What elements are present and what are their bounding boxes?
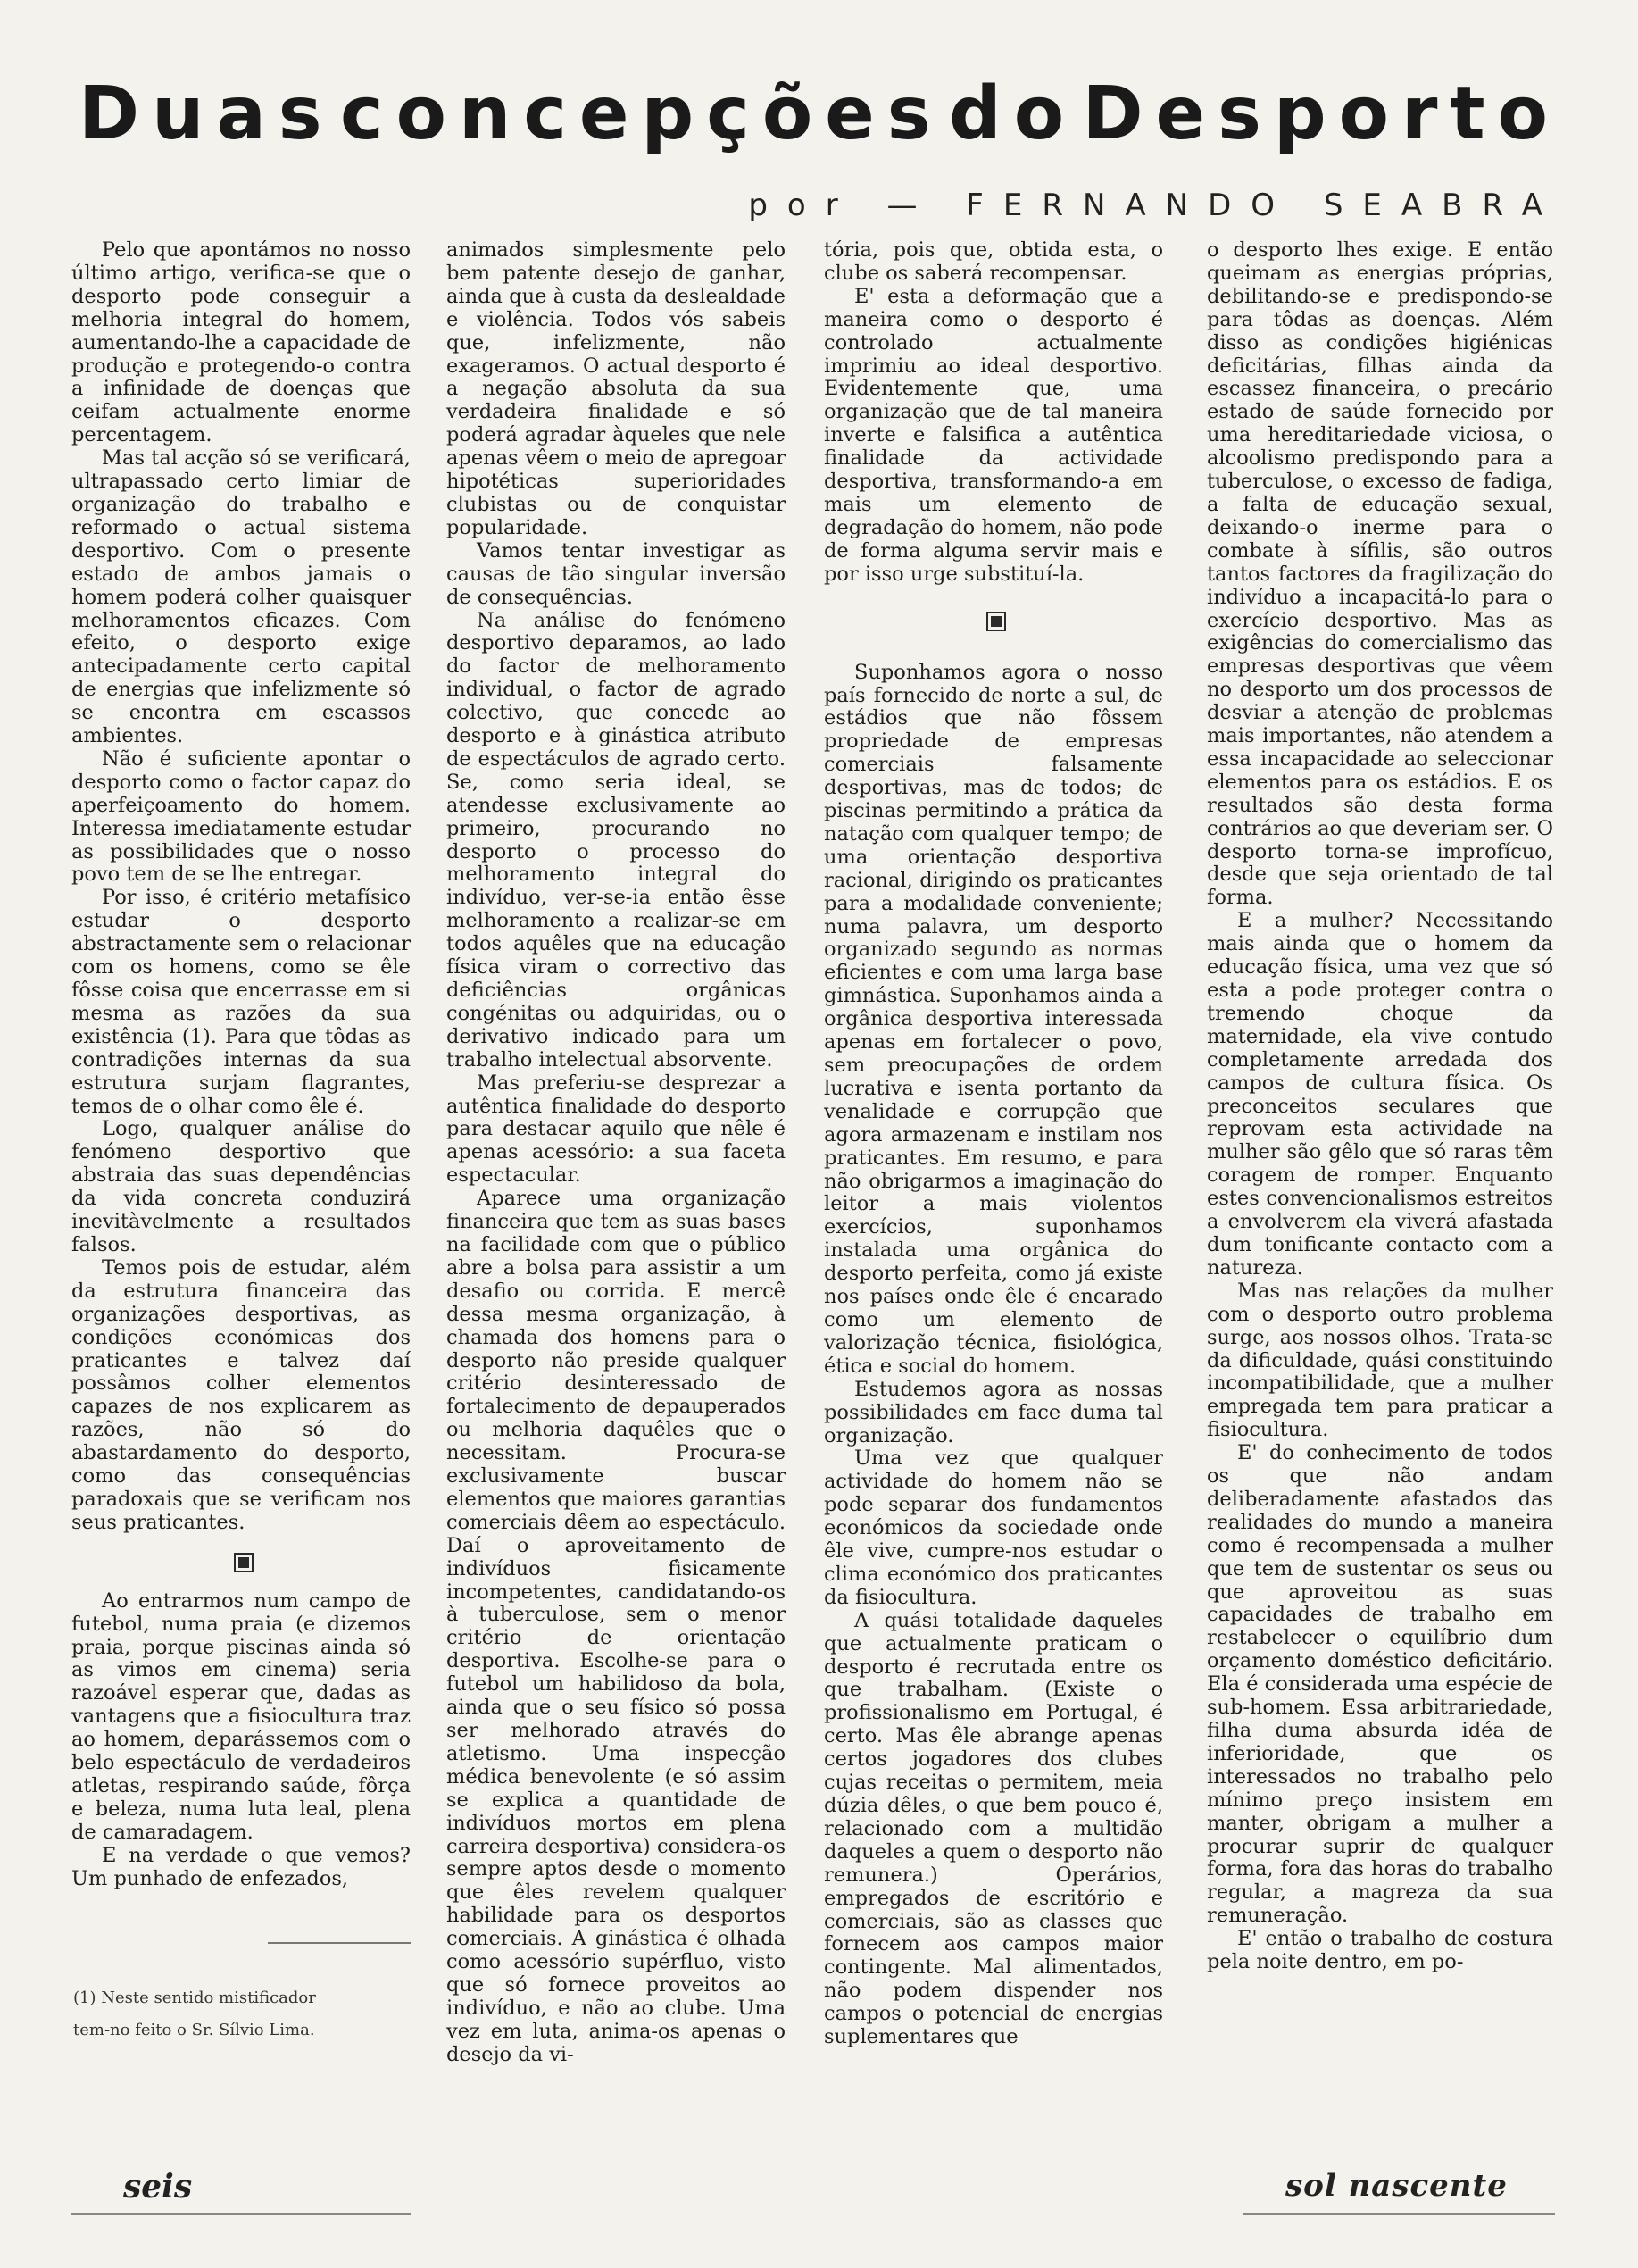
- paragraph: Aparece uma organização financeira que tem as suas bases na facilidade com que o público abre a bolsa para assistir a um desafio ou corrida. E mercê dessa mesma organização, à chamada dos homens para o desporto não preside qualquer critério desinteressado de fortalecimento de depauperados ou melhoria daquêles que o necessitam. Procura-se exclusivamente buscar elementos que maiores garantias comerciais dêem ao espectáculo. Daí o aproveitamento de indivíduos fìsicamente incompetentes, candidatando-os à tuberculose, sem o menor critério de orientação desportiva. Escolhe-se para o futebol um habilidoso da bola, ainda que o seu físico só possa ser melhorado através do atletismo. Uma inspecção médica benevolente (e só assim se explica a quantidade de indivíduos mortos em plena carreira desportiva) considera-os sempre aptos desde o momento que êles revelem qualquer habilidade para os desportos comerciais. A ginástica é olhada como acessório supérfluo, visto que só fornece proveitos ao indivíduo, e não ao clube. Uma vez em luta, anima-os apenas o desejo da vi-: [446, 1187, 786, 2066]
- paragraph: Na análise do fenómeno desportivo deparamos, ao lado do factor de melhoramento individual, o factor de agrado colectivo, que concede ao desporto e à ginástica atributo de espectáculos de agrado certo. Se, como seria ideal, se atendesse exclusivamente ao primeiro, procurando no desporto o processo do melhoramento integral do indivíduo, ver-se-ia então êsse melhoramento a realizar-se em todos aquêles que na educação física viram o correctivo das deficiências orgânicas congénitas ou adquiridas, ou o derivativo indicado para um trabalho intelectual absorvente.: [446, 608, 786, 1071]
- paragraph: Pelo que apontámos no nosso último artigo, verifica-se que o desporto pode conseguir a melhoria integral do homem, aumentando-lhe a capacidade de produção e protegendo-o contra a infinidade de doenças que ceifam actualmente enorme percentagem.: [71, 238, 411, 447]
- footnote-divider: [268, 1942, 411, 1944]
- paragraph: E a mulher? Necessitando mais ainda que o homem da educação física, uma vez que só esta a pode proteger contra o tremendo choque da maternidade, ela vive contudo completamente arredada dos campos de cultura física. Os preconceitos seculares que reprovam esta actividade na mulher são gêlo que só raras têm coragem de romper. Enquanto estes convencionalismos estreitos a envolverem ela viverá afastada dum tonificante contacto com a natureza.: [1207, 909, 1553, 1280]
- paragraph: E na verdade o que vemos? Um punhado de enfezados,: [71, 1843, 411, 1890]
- footer-rule-left: [71, 2213, 411, 2215]
- paragraph: Temos pois de estudar, além da estrutura financeira das organizações desportivas, as condições económicas dos praticantes e talvez daí possâmos colher elementos capazes de nos explicarem as razões, não só do abastardamento do desporto, como das consequências paradoxais que se verificam nos seus praticantes.: [71, 1255, 411, 1534]
- paragraph: Estudemos agora as nossas possibilidades em face duma tal organização.: [824, 1377, 1163, 1447]
- author-byline: por — FERNANDO SEABRA: [748, 188, 1562, 223]
- title-word: Desporto: [1082, 71, 1560, 156]
- paragraph: Mas nas relações da mulher com o desporto outro problema surge, aos nossos olhos. Trata-se da dificuldade, quási constituindo incompatibilidade, que a mulher empregada tem para praticar a fisiocultura.: [1207, 1279, 1553, 1442]
- paragraph: A quási totalidade daqueles que actualmente praticam o desporto é recrutada entre os que trabalham. (Existe o profissionalismo em Portugal, é certo. Mas êle abrange apenas certos jogadores dos clubes cujas receitas o permitem, meia dúzia dêles, o que bem pouco é, relacionado com a multidão daqueles a quem o desporto não remunera.) Operários, empregados de escritório e comerciais, são as classes que fornecem aos campos maior contingente. Mal alimentados, não podem dispender nos campos o potencial de energias suplementares que: [824, 1608, 1163, 2049]
- paragraph: Ao entrarmos num campo de futebol, numa praia (e dizemos praia, porque piscinas ainda só as vimos em cinema) seria razoável esperar que, dadas as vantagens que a fisiocultura traz ao homem, deparássemos com o belo espectáculo de verdadeiros atletas, respirando saúde, fôrça e beleza, numa luta leal, plena de camaradagem.: [71, 1588, 411, 1844]
- page-title: [79, 70, 1560, 159]
- paragraph: Logo, qualquer análise do fenómeno desportivo que abstraia das suas dependências da vida concreta conduzirá inevitàvelmente a resultados falsos.: [71, 1117, 411, 1256]
- article-column-1: [71, 239, 411, 1891]
- footer-rule-right: [1243, 2213, 1555, 2215]
- article-column-4: [1207, 239, 1553, 1974]
- paragraph: Suponhamos agora o nosso país fornecido de norte a sul, de estádios que não fôssem propriedade de empresas comerciais falsamente desportivas, mas de todos; de piscinas permitindo a prática da natação com qualquer tempo; de uma orientação desportiva racional, dirigindo os praticantes para a modalidade conveniente; numa palavra, um desporto organizado segundo as normas eficientes e com uma larga base gimnástica. Suponhamos ainda a orgânica desportiva interessada apenas em fortalecer o povo, sem preocupações de ordem lucrativa e isenta portanto da venalidade e corrupção que agora armazenam e instilam nos praticantes. Em resumo, e para não obrigarmos a imaginação do leitor a mais violentos exercícios, suponhamos instalada uma orgânica do desporto perfeita, como já existe nos países onde êle é encarado como um elemento de valorização técnica, fisiológica, ética e social do homem.: [824, 660, 1163, 1378]
- paragraph: E' então o trabalho de costura pela noite dentro, em po-: [1207, 1927, 1553, 1974]
- footnote-line: (1) Neste sentido mistificador: [73, 1989, 316, 2007]
- paragraph: Não é suficiente apontar o desporto como o factor capaz do aperfeiçoamento do homem. Interessa imediatamente estudar as possibilidades que o nosso povo tem de se lhe entregar.: [71, 746, 411, 887]
- paragraph: Uma vez que qualquer actividade do homem não se pode separar dos fundamentos económicos da sociedade onde êle vive, cumpre-nos estudar o clima económico dos praticantes da fisiocultura.: [824, 1447, 1163, 1609]
- paragraph: E' do conhecimento de todos os que não andam deliberadamente afastados das realidades do mundo a maneira como é recompensada a mulher que tem de sustentar os seus ou que aproveitou as suas capacidades de trabalho em restabelecer o equilíbrio dum orçamento doméstico deficitário. Ela é considerada uma espécie de sub-homem. Essa arbitrariedade, filha duma absurda idéa de inferioridade, que os interessados no trabalho pelo mínimo preço insistem em manter, obrigam a mulher a procurar suprir de qualquer forma, fora das horas do trabalho regular, a magreza da sua remuneração.: [1207, 1441, 1553, 1928]
- section-break-icon: [986, 612, 1006, 631]
- publication-name: sol nascente: [1285, 2168, 1508, 2204]
- paragraph: o desporto lhes exige. E então queimam as energias próprias, debilitando-se e predispondo-se para tôdas as doenças. Além disso as condições higiénicas deficitárias, filhas ainda da escassez financeira, o precário estado de saúde fornecido por uma hereditariedade viciosa, o alcoolismo predispondo para a tuberculose, o excesso de fadiga, a falta de educação sexual, deixando-o inerme para o combate à sífilis, são outros tantos factores da fragilização do indivíduo a incapacitá-lo para o exercício desportivo. Mas as exigências do comercialismo das empresas desportivas que vêem no desporto um dos processos de desviar a atenção de problemas mais importantes, não atendem a essa incapacidade ao seleccionar elementos para os estádios. E os resultados são desta forma contrários ao que deveriam ser. O desporto torna-se improfícuo, desde que seja orientado de tal forma.: [1207, 238, 1553, 910]
- footnote: [73, 1982, 412, 2047]
- page-number: seis: [123, 2168, 193, 2205]
- article-column-3: [824, 239, 1163, 2049]
- paragraph: animados simplesmente pelo bem patente desejo de ganhar, ainda que à custa da deslealdade e violência. Todos vós sabeis que, infelizmente, não exageramos. O actual desporto é a negação absoluta da sua verdadeira finalidade e só poderá agradar àqueles que nele apenas vêem o meio de apregoar hipotéticas superioridades clubistas ou de conquistar popularidade.: [446, 238, 786, 539]
- paragraph: E' esta a deformação que a maneira como o desporto é controlado actualmente imprimiu ao ideal desportivo. Evidentemente que, uma organização que de tal maneira inverte e falsifica a autêntica finalidade da actividade desportiva, transformando-a em mais um elemento de degradação do homem, não pode de forma alguma servir mais e por isso urge substituí-la.: [824, 284, 1163, 586]
- section-break-icon: [234, 1553, 254, 1572]
- title-word: do: [949, 71, 1077, 156]
- footnote-line: tem-no feito o Sr. Sílvio Lima.: [73, 2021, 315, 2039]
- paragraph: tória, pois que, obtida esta, o clube os saberá recompensar.: [824, 238, 1163, 285]
- paragraph: Mas preferiu-se desprezar a autêntica finalidade do desporto para destacar aquilo que nêle é apenas acessório: a sua faceta espectacular.: [446, 1071, 786, 1188]
- title-word: Duas: [79, 71, 335, 156]
- paragraph: Por isso, é critério metafísico estudar o desporto abstractamente sem o relacionar com os homens, como se êle fôsse coisa que encerrasse em si mesma as razões da sua existência (1). Para que tôdas as contradições internas da sua estrutura surjam flagrantes, temos de o olhar como êle é.: [71, 886, 411, 1118]
- paragraph: Vamos tentar investigar as causas de tão singular inversão de consequências.: [446, 538, 786, 609]
- paragraph: Mas tal acção só se verificará, ultrapassado certo limiar de organização do trabalho e reformado o actual sistema desportivo. Com o presente estado de ambos jamais o homem poderá colher quaisquer melhoramentos eficazes. Com efeito, o desporto exige antecipadamente certo capital de energias que infelizmente só se encontra em escassos ambientes.: [71, 446, 411, 748]
- article-column-2: [446, 239, 786, 2067]
- title-word: concepções: [340, 71, 944, 156]
